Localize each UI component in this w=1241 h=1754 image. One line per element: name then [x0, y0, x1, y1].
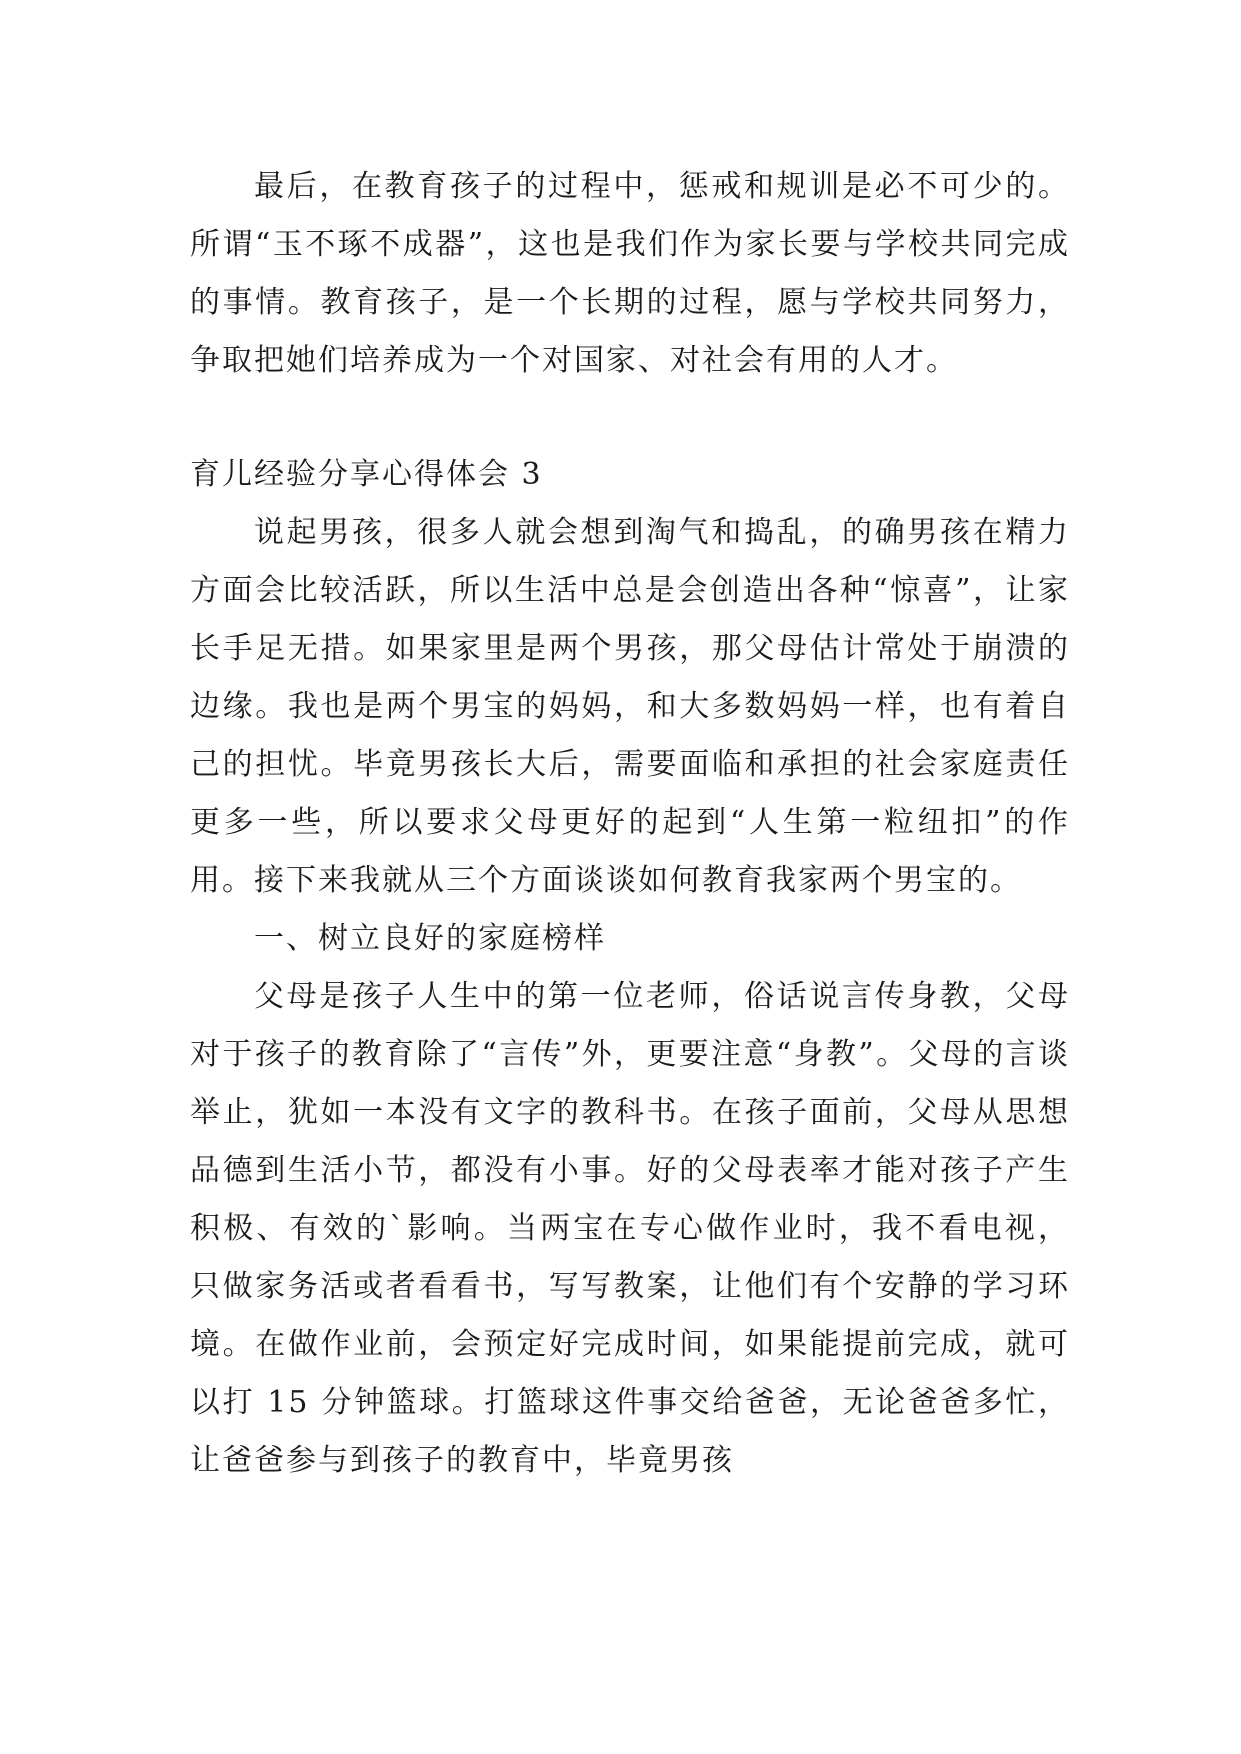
- subheading-paragraph: 一、树立良好的家庭榜样: [254, 921, 606, 956]
- text-block-main: [190, 446, 1070, 1490]
- intro-paragraph: 最后，在教育孩子的过程中，惩戒和规训是必不可少的。所谓“玉不琢不成器”，这也是我们作为家长要与学校共同完成的事情。教育孩子，是一个长期的过程，愿与学校共同努力，争取把她们培养成为一个对国家、对社会有用的人才。: [190, 169, 1070, 378]
- body-paragraph: 说起男孩，很多人就会想到淘气和捣乱，的确男孩在精力方面会比较活跃，所以生活中总是会创造出各种“惊喜”，让家长手足无措。如果家里是两个男孩，那父母估计常处于崩溃的边缘。我也是两个男宝的妈妈，和大多数妈妈一样，也有着自己的担忧。毕竟男孩长大后，需要面临和承担的社会家庭责任更多一些，所以要求父母更好的起到“人生第一粒纽扣”的作用。接下来我就从三个方面谈谈如何教育我家两个男宝的。: [190, 515, 1070, 898]
- text-block-top: [190, 158, 1070, 390]
- section-title: 育儿经验分享心得体会 3: [190, 457, 543, 492]
- body-paragraph: 父母是孩子人生中的第一位老师，俗话说言传身教，父母对于孩子的教育除了“言传”外，更要注意“身教”。父母的言谈举止，犹如一本没有文字的教科书。在孩子面前，父母从思想品德到生活小节，都没有小事。好的父母表率才能对孩子产生积极、有效的`影响。当两宝在专心做作业时，我不看电视，只做家务活或者看看书，写写教案，让他们有个安静的学习环境。在做作业前，会预定好完成时间，如果能提前完成，就可以打 15 分钟篮球。打篮球这件事交给爸爸，无论爸爸多忙，让爸爸参与到孩子的教育中，毕竟男孩: [190, 979, 1070, 1478]
